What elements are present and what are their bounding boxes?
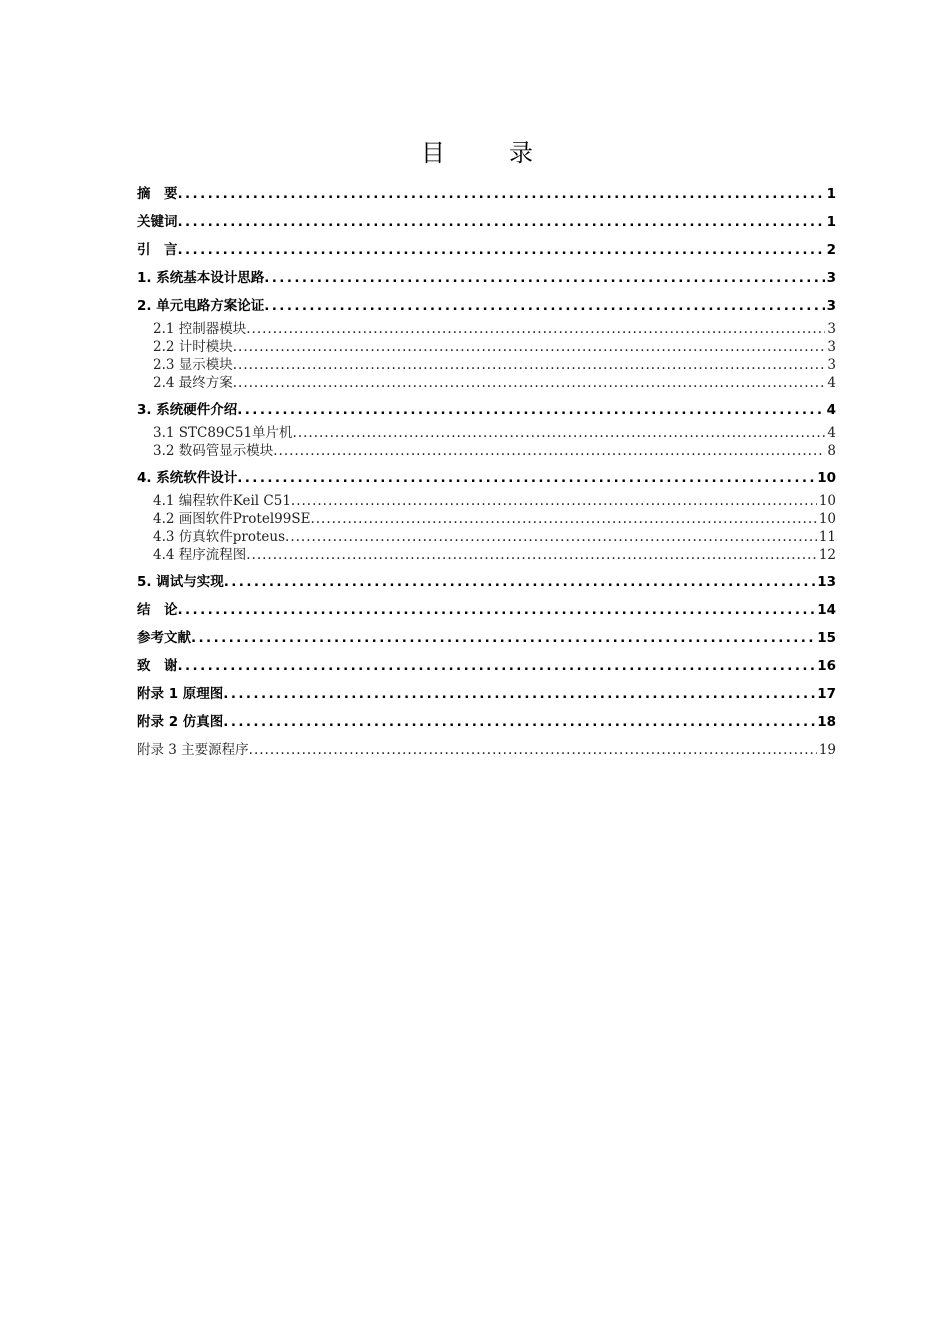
leader-dots xyxy=(178,208,825,236)
toc-entry-page: 1 xyxy=(826,214,836,230)
leader-dots xyxy=(178,236,825,264)
leader-dots xyxy=(224,568,815,596)
toc-entry-page: 15 xyxy=(817,630,836,646)
toc-entry-page: 14 xyxy=(817,602,836,618)
toc-entry-page: 3 xyxy=(826,298,836,314)
toc-entry-appendix-2[interactable] xyxy=(137,708,836,736)
toc-entry-page: 18 xyxy=(817,714,836,730)
toc-entry-chapter-5[interactable] xyxy=(137,568,836,596)
toc-entry-chapter-2[interactable] xyxy=(137,292,836,320)
toc-entry-keywords[interactable] xyxy=(137,208,836,236)
leader-dots xyxy=(178,596,816,624)
toc-entry-section-2-3[interactable] xyxy=(137,356,836,374)
toc-entry-appendix-3[interactable] xyxy=(137,736,836,764)
toc-entry-chapter-4[interactable] xyxy=(137,464,836,492)
leader-dots xyxy=(223,708,815,736)
toc-entry-label: 4.4 程序流程图 xyxy=(153,547,247,563)
toc-entry-label: 参考文献 xyxy=(137,630,191,646)
toc-entry-page: 13 xyxy=(817,574,836,590)
toc-entry-label: 致 谢 xyxy=(137,658,178,674)
toc-title: 目 录 xyxy=(421,139,553,167)
toc-entry-page: 4 xyxy=(827,375,836,391)
toc-entry-section-4-4[interactable] xyxy=(137,546,836,564)
toc-entry-page: 8 xyxy=(827,443,836,459)
leader-dots xyxy=(291,492,817,510)
toc-entry-abstract[interactable] xyxy=(137,180,836,208)
toc-entry-label: 2.1 控制器模块 xyxy=(153,321,247,337)
leader-dots xyxy=(246,546,817,564)
leader-dots xyxy=(310,510,816,528)
toc-entry-chapter-3[interactable] xyxy=(137,396,836,424)
toc-entry-page: 3 xyxy=(827,339,836,355)
toc-entry-page: 3 xyxy=(827,321,836,337)
toc-entry-section-3-2[interactable] xyxy=(137,442,836,460)
toc-entry-page: 16 xyxy=(817,658,836,674)
toc-entry-label: 3.2 数码管显示模块 xyxy=(153,443,274,459)
toc-entry-section-2-2[interactable] xyxy=(137,338,836,356)
toc-entry-introduction[interactable] xyxy=(137,236,836,264)
toc-entry-label: 3. 系统硬件介绍 xyxy=(137,402,238,418)
leader-dots xyxy=(273,442,825,460)
toc-entry-label: 4.2 画图软件Protel99SE xyxy=(153,511,311,527)
toc-entry-label: 5. 调试与实现 xyxy=(137,574,224,590)
leader-dots xyxy=(293,424,826,442)
toc-entry-label: 2.3 显示模块 xyxy=(153,357,233,373)
toc-entry-page: 19 xyxy=(818,742,836,758)
toc-entry-page: 17 xyxy=(817,686,836,702)
leader-dots xyxy=(264,292,824,320)
toc-entry-page: 3 xyxy=(827,357,836,373)
toc-entry-label: 附录 3 主要源程序 xyxy=(137,742,249,758)
toc-entry-label: 1. 系统基本设计思路 xyxy=(137,270,265,286)
toc-entry-section-2-4[interactable] xyxy=(137,374,836,392)
toc-entry-label: 4. 系统软件设计 xyxy=(137,470,238,486)
leader-dots xyxy=(249,736,817,764)
toc-entry-section-4-1[interactable] xyxy=(137,492,836,510)
toc-entry-page: 4 xyxy=(826,402,836,418)
leader-dots xyxy=(237,464,815,492)
leader-dots xyxy=(233,338,826,356)
toc-entry-section-4-3[interactable] xyxy=(137,528,836,546)
leader-dots xyxy=(233,356,826,374)
toc-entry-page: 10 xyxy=(817,470,836,486)
leader-dots xyxy=(178,652,816,680)
toc-entry-conclusion[interactable] xyxy=(137,596,836,624)
toc-entry-label: 4.3 仿真软件proteus xyxy=(153,529,286,545)
leader-dots xyxy=(264,264,824,292)
toc-entry-appendix-1[interactable] xyxy=(137,680,836,708)
toc-entry-label: 2.2 计时模块 xyxy=(153,339,233,355)
table-of-contents xyxy=(137,180,836,764)
toc-entry-page: 10 xyxy=(818,511,836,527)
toc-entry-chapter-1[interactable] xyxy=(137,264,836,292)
leader-dots xyxy=(237,396,824,424)
toc-entry-page: 4 xyxy=(827,425,836,441)
leader-dots xyxy=(233,374,826,392)
toc-entry-label: 结 论 xyxy=(137,602,178,618)
toc-entry-acknowledgements[interactable] xyxy=(137,652,836,680)
toc-entry-label: 3.1 STC89C51单片机 xyxy=(153,425,293,441)
leader-dots xyxy=(246,320,825,338)
leader-dots xyxy=(223,680,815,708)
toc-entry-page: 11 xyxy=(818,529,836,545)
toc-entry-label: 关键词 xyxy=(137,214,178,230)
toc-entry-page: 1 xyxy=(826,186,836,202)
toc-entry-references[interactable] xyxy=(137,624,836,652)
toc-entry-label: 附录 1 原理图 xyxy=(137,686,224,702)
toc-entry-section-2-1[interactable] xyxy=(137,320,836,338)
toc-entry-section-4-2[interactable] xyxy=(137,510,836,528)
toc-entry-page: 12 xyxy=(818,547,836,563)
toc-entry-label: 2.4 最终方案 xyxy=(153,375,233,391)
toc-entry-page: 10 xyxy=(818,493,836,509)
toc-entry-page: 2 xyxy=(826,242,836,258)
toc-entry-label: 摘 要 xyxy=(137,186,178,202)
leader-dots xyxy=(191,624,815,652)
toc-entry-section-3-1[interactable] xyxy=(137,424,836,442)
toc-entry-label: 引 言 xyxy=(137,242,178,258)
leader-dots xyxy=(285,528,817,546)
toc-entry-label: 附录 2 仿真图 xyxy=(137,714,224,730)
toc-entry-label: 2. 单元电路方案论证 xyxy=(137,298,265,314)
toc-entry-label: 4.1 编程软件Keil C51 xyxy=(153,493,291,509)
leader-dots xyxy=(178,180,825,208)
toc-entry-page: 3 xyxy=(826,270,836,286)
